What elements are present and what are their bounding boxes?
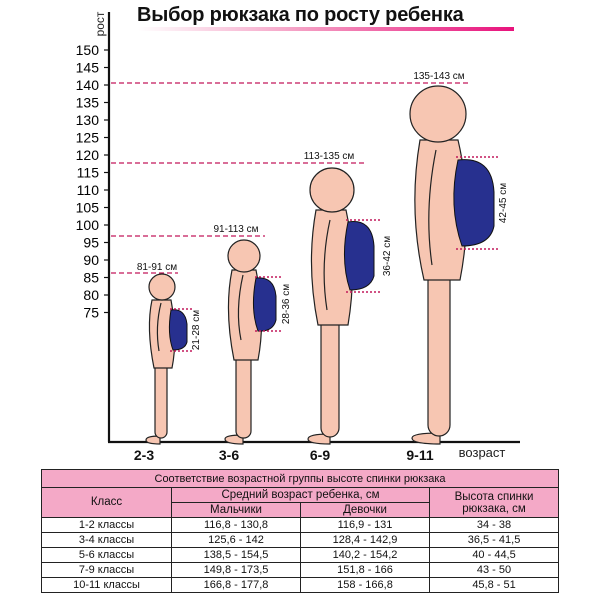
backpack-2-3 xyxy=(169,310,187,350)
x-axis-label: возраст xyxy=(458,445,506,460)
y-tick-label: 115 xyxy=(76,164,99,181)
backpack-size-3-6: 28-36 см xyxy=(281,283,292,325)
cell-cls: 7-9 классы xyxy=(42,563,172,578)
y-tick-label: 80 xyxy=(83,287,99,303)
table-row xyxy=(42,518,559,533)
cell-boys: 125,6 - 142 xyxy=(172,533,301,548)
header-boys: Мальчики xyxy=(172,503,301,518)
child-figure-9-11 xyxy=(410,86,467,444)
cell-boys: 138,5 - 154,5 xyxy=(172,548,301,563)
y-axis-label: рост xyxy=(93,11,107,37)
cell-back: 40 - 44,5 xyxy=(430,548,559,563)
leg xyxy=(236,350,251,438)
cell-back: 43 - 50 xyxy=(430,563,559,578)
y-tick-label: 125 xyxy=(75,129,99,146)
leg xyxy=(155,360,167,438)
backpack-6-9 xyxy=(344,222,374,291)
head xyxy=(228,240,260,272)
header-avg-age: Средний возраст ребенка, см xyxy=(172,488,430,503)
cell-cls: 10-11 классы xyxy=(42,578,172,593)
y-tick-label: 75 xyxy=(83,304,99,321)
cell-girls: 158 - 166,8 xyxy=(301,578,430,593)
table-body xyxy=(42,518,559,593)
table-row xyxy=(42,578,559,593)
size-table xyxy=(41,469,559,593)
y-tick-label: 140 xyxy=(75,77,99,93)
table-row xyxy=(42,563,559,578)
backpack-size-9-11: 42-45 см xyxy=(498,182,509,224)
table-row xyxy=(42,533,559,548)
backpack-size-2-3: 21-28 см xyxy=(191,309,202,351)
leg xyxy=(321,315,339,437)
age-label-2-3: 2-3 xyxy=(133,447,155,462)
cell-cls: 1-2 классы xyxy=(42,518,172,533)
cell-back: 36,5 - 41,5 xyxy=(430,533,559,548)
header-girls: Девочки xyxy=(301,503,430,518)
y-tick-label: 90 xyxy=(83,252,99,268)
age-label-3-6: 3-6 xyxy=(218,447,240,462)
table-row xyxy=(42,548,559,563)
y-tick-label: 95 xyxy=(83,234,99,251)
cell-girls: 128,4 - 142,9 xyxy=(301,533,430,548)
child-figure-3-6 xyxy=(225,240,262,444)
height-range-3-6: 91-113 см xyxy=(213,224,259,235)
cell-boys: 149,8 - 173,5 xyxy=(172,563,301,578)
head xyxy=(410,86,466,142)
cell-girls: 116,9 - 131 xyxy=(301,518,430,533)
table-caption: Соответствие возрастной группы высоте спинки рюкзака xyxy=(42,470,559,488)
y-tick-label: 105 xyxy=(75,199,99,216)
age-label-9-11: 9-11 xyxy=(406,447,434,462)
backpack-3-6 xyxy=(253,278,276,331)
y-tick-label: 85 xyxy=(83,269,99,286)
backpack-size-6-9: 36-42 см xyxy=(382,235,393,277)
y-tick-label: 135 xyxy=(75,94,99,111)
height-range-9-11: 135-143 см xyxy=(413,71,465,82)
y-tick-labels xyxy=(76,42,110,321)
cell-girls: 151,8 - 166 xyxy=(301,563,430,578)
head xyxy=(310,168,354,212)
cell-cls: 3-4 классы xyxy=(42,533,172,548)
cell-boys: 116,8 - 130,8 xyxy=(172,518,301,533)
cell-back: 34 - 38 xyxy=(430,518,559,533)
child-figure-2-3 xyxy=(146,274,175,444)
height-range-6-9: 113-135 см xyxy=(303,151,355,162)
y-tick-label: 110 xyxy=(76,182,99,198)
cell-back: 45,8 - 51 xyxy=(430,578,559,593)
backpack-9-11 xyxy=(454,160,494,246)
y-tick-label: 100 xyxy=(75,217,99,233)
y-tick-label: 150 xyxy=(75,42,99,58)
y-tick-label: 130 xyxy=(75,112,99,128)
header-class: Класс xyxy=(42,488,172,518)
age-label-6-9: 6-9 xyxy=(309,447,331,462)
page-title: Выбор рюкзака по росту ребенка xyxy=(137,4,464,26)
y-tick-label: 120 xyxy=(75,147,99,163)
head xyxy=(149,274,175,300)
y-tick-label: 145 xyxy=(75,59,99,76)
height-range-2-3: 81-91 см xyxy=(136,262,178,273)
cell-girls: 140,2 - 154,2 xyxy=(301,548,430,563)
child-figure-6-9 xyxy=(308,168,354,444)
cell-cls: 5-6 классы xyxy=(42,548,172,563)
header-back-height: Высота спинки рюкзака, см xyxy=(430,488,559,518)
leg xyxy=(428,270,450,436)
backpack-size-table xyxy=(41,469,558,593)
cell-boys: 166,8 - 177,8 xyxy=(172,578,301,593)
